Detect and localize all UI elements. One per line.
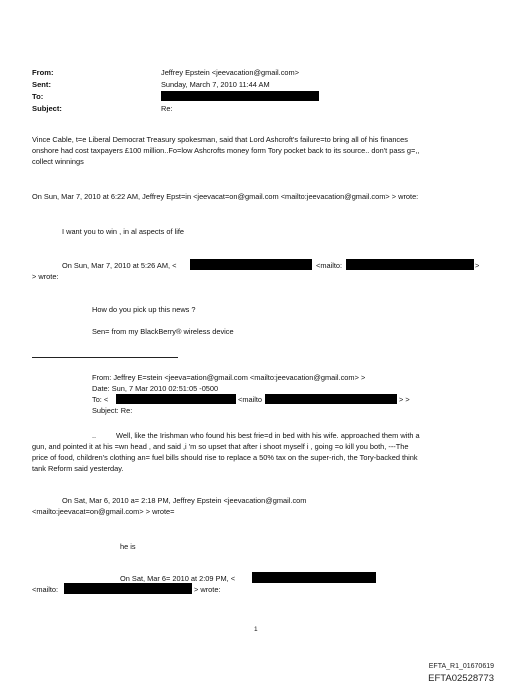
quote-header-2-wrote: > wrote: (32, 272, 59, 281)
question-line: How do you pick up this news ? (92, 305, 196, 314)
sent-value: Sunday, March 7, 2010 11:44 AM (161, 80, 270, 89)
ellipsis: .. (92, 431, 97, 440)
redaction-forwarded-to (116, 394, 236, 404)
forwarded-to-mailto: <mailto (238, 395, 263, 404)
blackberry-signature: Sen= from my BlackBerry® wireless device (92, 327, 234, 336)
redaction-forwarded-mailto (265, 394, 397, 404)
story-line2: gun, and pointed it at his =wn head , and said ,i 'm so upset that after i shoot myself i , going =o kill you both, ---The (32, 442, 409, 451)
body-para1-line2: onshore had cost taxpayers £100 million..Fo=low Ashcrofts money form Tory pocket back to its source.. don't pass g=,, (32, 146, 420, 155)
quote-header-2-start: On Sun, Mar 7, 2010 at 5:26 AM, < (62, 261, 177, 270)
forwarded-to-close: > > (399, 395, 410, 404)
redaction-sender-2 (190, 259, 312, 270)
quote-header-3-line1: On Sat, Mar 6, 2010 a= 2:18 PM, Jeffrey Epstein <jeevacation@gmail.com (62, 496, 307, 505)
footer-id-2: EFTA02528773 (428, 673, 494, 684)
quote-header-2-close: > (475, 261, 480, 270)
redaction-sender-4 (252, 572, 376, 583)
quote-header-1: On Sun, Mar 7, 2010 at 6:22 AM, Jeffrey Epst=in <jeevacat=on@gmail.com <mailto:jeevacation@gmail.com> > wrote: (32, 192, 419, 201)
redaction-mailto-2 (346, 259, 474, 270)
from-value: Jeffrey Epstein <jeevacation@gmail.com> (161, 68, 300, 77)
sent-label: Sent: (32, 80, 51, 89)
redaction-to (161, 91, 319, 101)
subject-value: Re: (161, 104, 173, 113)
body-para1-line1: Vince Cable, t=e Liberal Democrat Treasury spokesman, said that Lord Ashcroft's failure=to bring all of his finances (32, 135, 408, 144)
subject-label: Subject: (32, 104, 62, 113)
forwarded-subject: Subject: Re: (92, 406, 133, 415)
story-line3: price of food, children's clothing an= fuel bills should rise to replace a 50% tax on the super-rich, the Tory-backed think (32, 453, 418, 462)
forwarded-from: From: Jeffrey E=stein <jeeva=ation@gmail.com <mailto:jeevacation@gmail.com> > (92, 373, 366, 382)
quote-header-3-line2: <mailto:jeevacat=on@gmail.com> > wrote= (32, 507, 175, 516)
footer-id-1: EFTA_R1_01670619 (428, 663, 494, 670)
quote-header-2-mailto: <mailto: (316, 261, 343, 270)
quote-header-4-mailto: <mailto: (32, 585, 59, 594)
to-label: To: (32, 92, 44, 101)
story-line4: tank Reform said yesterday. (32, 464, 124, 473)
redaction-mailto-4 (64, 583, 192, 594)
story-line1: Well, like the Irishman who found his best frie=d in bed with his wife. approached them with a (116, 431, 420, 440)
page-number: 1 (254, 626, 258, 633)
quote-header-4-start: On Sat, Mar 6= 2010 at 2:09 PM, < (120, 574, 236, 583)
line-win: I want you to win , in al aspects of life (62, 227, 185, 236)
body-para1-line3: collect winnings (32, 157, 84, 166)
from-label: From: (32, 68, 54, 77)
forwarded-to-start: To: < (92, 395, 109, 404)
forwarded-date: Date: Sun, 7 Mar 2010 02:51:05 -0500 (92, 384, 219, 393)
he-is-line: he is (120, 542, 136, 551)
separator-rule (32, 357, 178, 358)
quote-header-4-wrote: > wrote: (194, 585, 221, 594)
